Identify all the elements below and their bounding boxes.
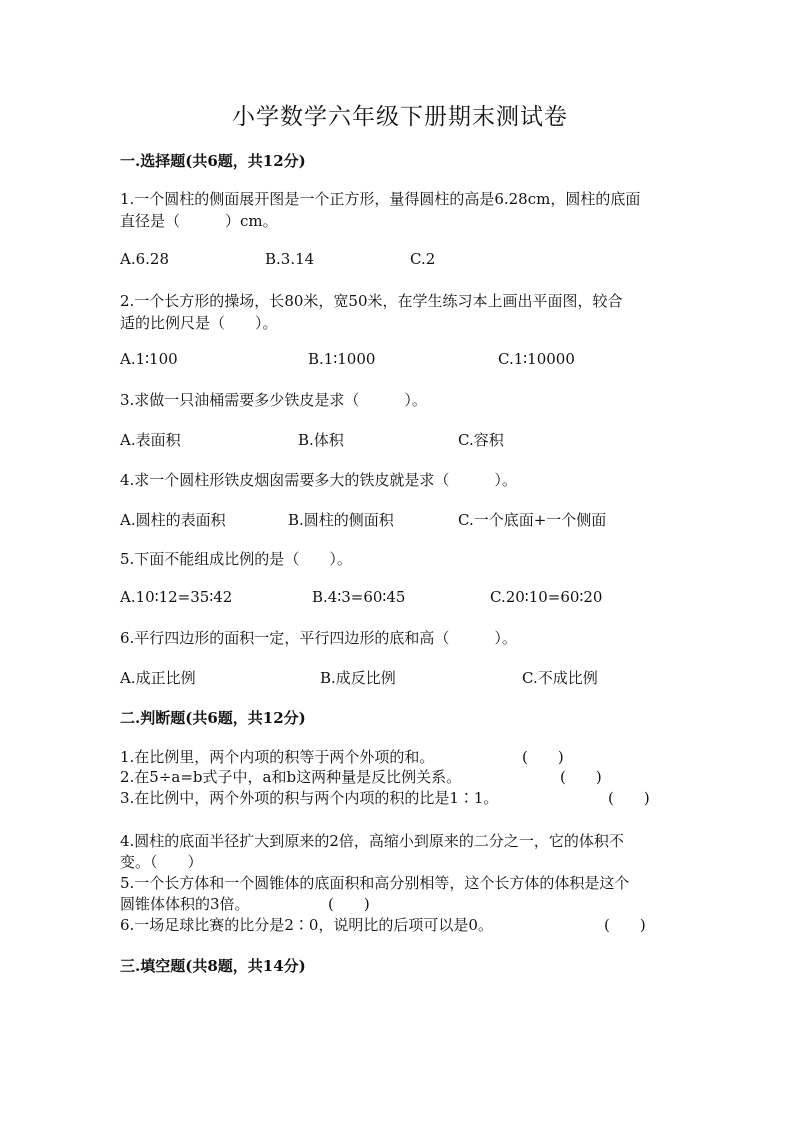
question-text: 变。（ ） — [120, 853, 203, 871]
option-a: A.成正比例 — [120, 669, 196, 687]
answer-parentheses: ( ) — [328, 895, 370, 913]
question-text: 2.一个长方形的操场，长80米，宽50米，在学生练习本上画出平面图，较合 — [120, 292, 623, 310]
question-text: 6.一场足球比赛的比分是2∶0，说明比的后项可以是0。 — [120, 916, 493, 934]
question-text: 3.求做一只油桶需要多少铁皮是求（ ）。 — [120, 391, 427, 409]
question-text: 3.在比例中，两个外项的积与两个内项的积的比是1∶1。 — [120, 789, 499, 807]
question-text: 适的比例尺是（ ）。 — [120, 314, 278, 332]
option-a: A.6.28 — [120, 250, 169, 268]
question-text: 5.一个长方体和一个圆锥体的底面积和高分别相等，这个长方体的体积是这个 — [120, 874, 630, 892]
option-b: B.圆柱的侧面积 — [288, 511, 394, 529]
option-c: C.20∶10=60∶20 — [490, 588, 603, 606]
question-text: 5.下面不能组成比例的是（ ）。 — [120, 550, 352, 568]
question-text: 4.圆柱的底面半径扩大到原来的2倍，高缩小到原来的二分之一，它的体积不 — [120, 832, 624, 850]
option-c: C.2 — [410, 250, 436, 268]
page-title: 小学数学六年级下册期末测试卷 — [232, 104, 568, 130]
option-a: A.1∶100 — [120, 350, 178, 368]
option-b: B.4∶3=60∶45 — [312, 588, 406, 606]
answer-parentheses: ( ) — [608, 789, 650, 807]
section-heading-fill: 三.填空题(共8题，共14分) — [120, 957, 306, 975]
question-text: 6.平行四边形的面积一定，平行四边形的底和高（ ）。 — [120, 629, 517, 647]
option-c: C.一个底面+一个侧面 — [458, 511, 607, 529]
section-heading-judge: 二.判断题(共6题，共12分) — [120, 709, 306, 727]
option-b: B.3.14 — [265, 250, 315, 268]
option-b: B.1∶1000 — [308, 350, 376, 368]
question-text: 1.在比例里，两个内项的积等于两个外项的和。 — [120, 748, 435, 766]
option-a: A.表面积 — [120, 431, 181, 449]
question-text: 1.一个圆柱的侧面展开图是一个正方形，量得圆柱的高是6.28cm，圆柱的底面 — [120, 190, 641, 208]
question-text: 圆锥体体积的3倍。 — [120, 895, 250, 913]
option-a: A.圆柱的表面积 — [120, 511, 226, 529]
option-a: A.10∶12=35∶42 — [120, 588, 233, 606]
option-c: C.1∶10000 — [498, 350, 575, 368]
answer-parentheses: ( ) — [560, 768, 602, 786]
option-b: B.体积 — [298, 431, 344, 449]
answer-parentheses: ( ) — [604, 916, 646, 934]
question-text: 2.在5÷a=b式子中，a和b这两种量是反比例关系。 — [120, 768, 462, 786]
answer-parentheses: ( ) — [522, 748, 564, 766]
question-text: 直径是（ ）cm。 — [120, 212, 278, 230]
question-text: 4.求一个圆柱形铁皮烟囱需要多大的铁皮就是求（ ）。 — [120, 471, 517, 489]
option-b: B.成反比例 — [320, 669, 396, 687]
section-heading-choice: 一.选择题(共6题，共12分) — [120, 152, 306, 170]
option-c: C.不成比例 — [522, 669, 598, 687]
option-c: C.容积 — [458, 431, 504, 449]
